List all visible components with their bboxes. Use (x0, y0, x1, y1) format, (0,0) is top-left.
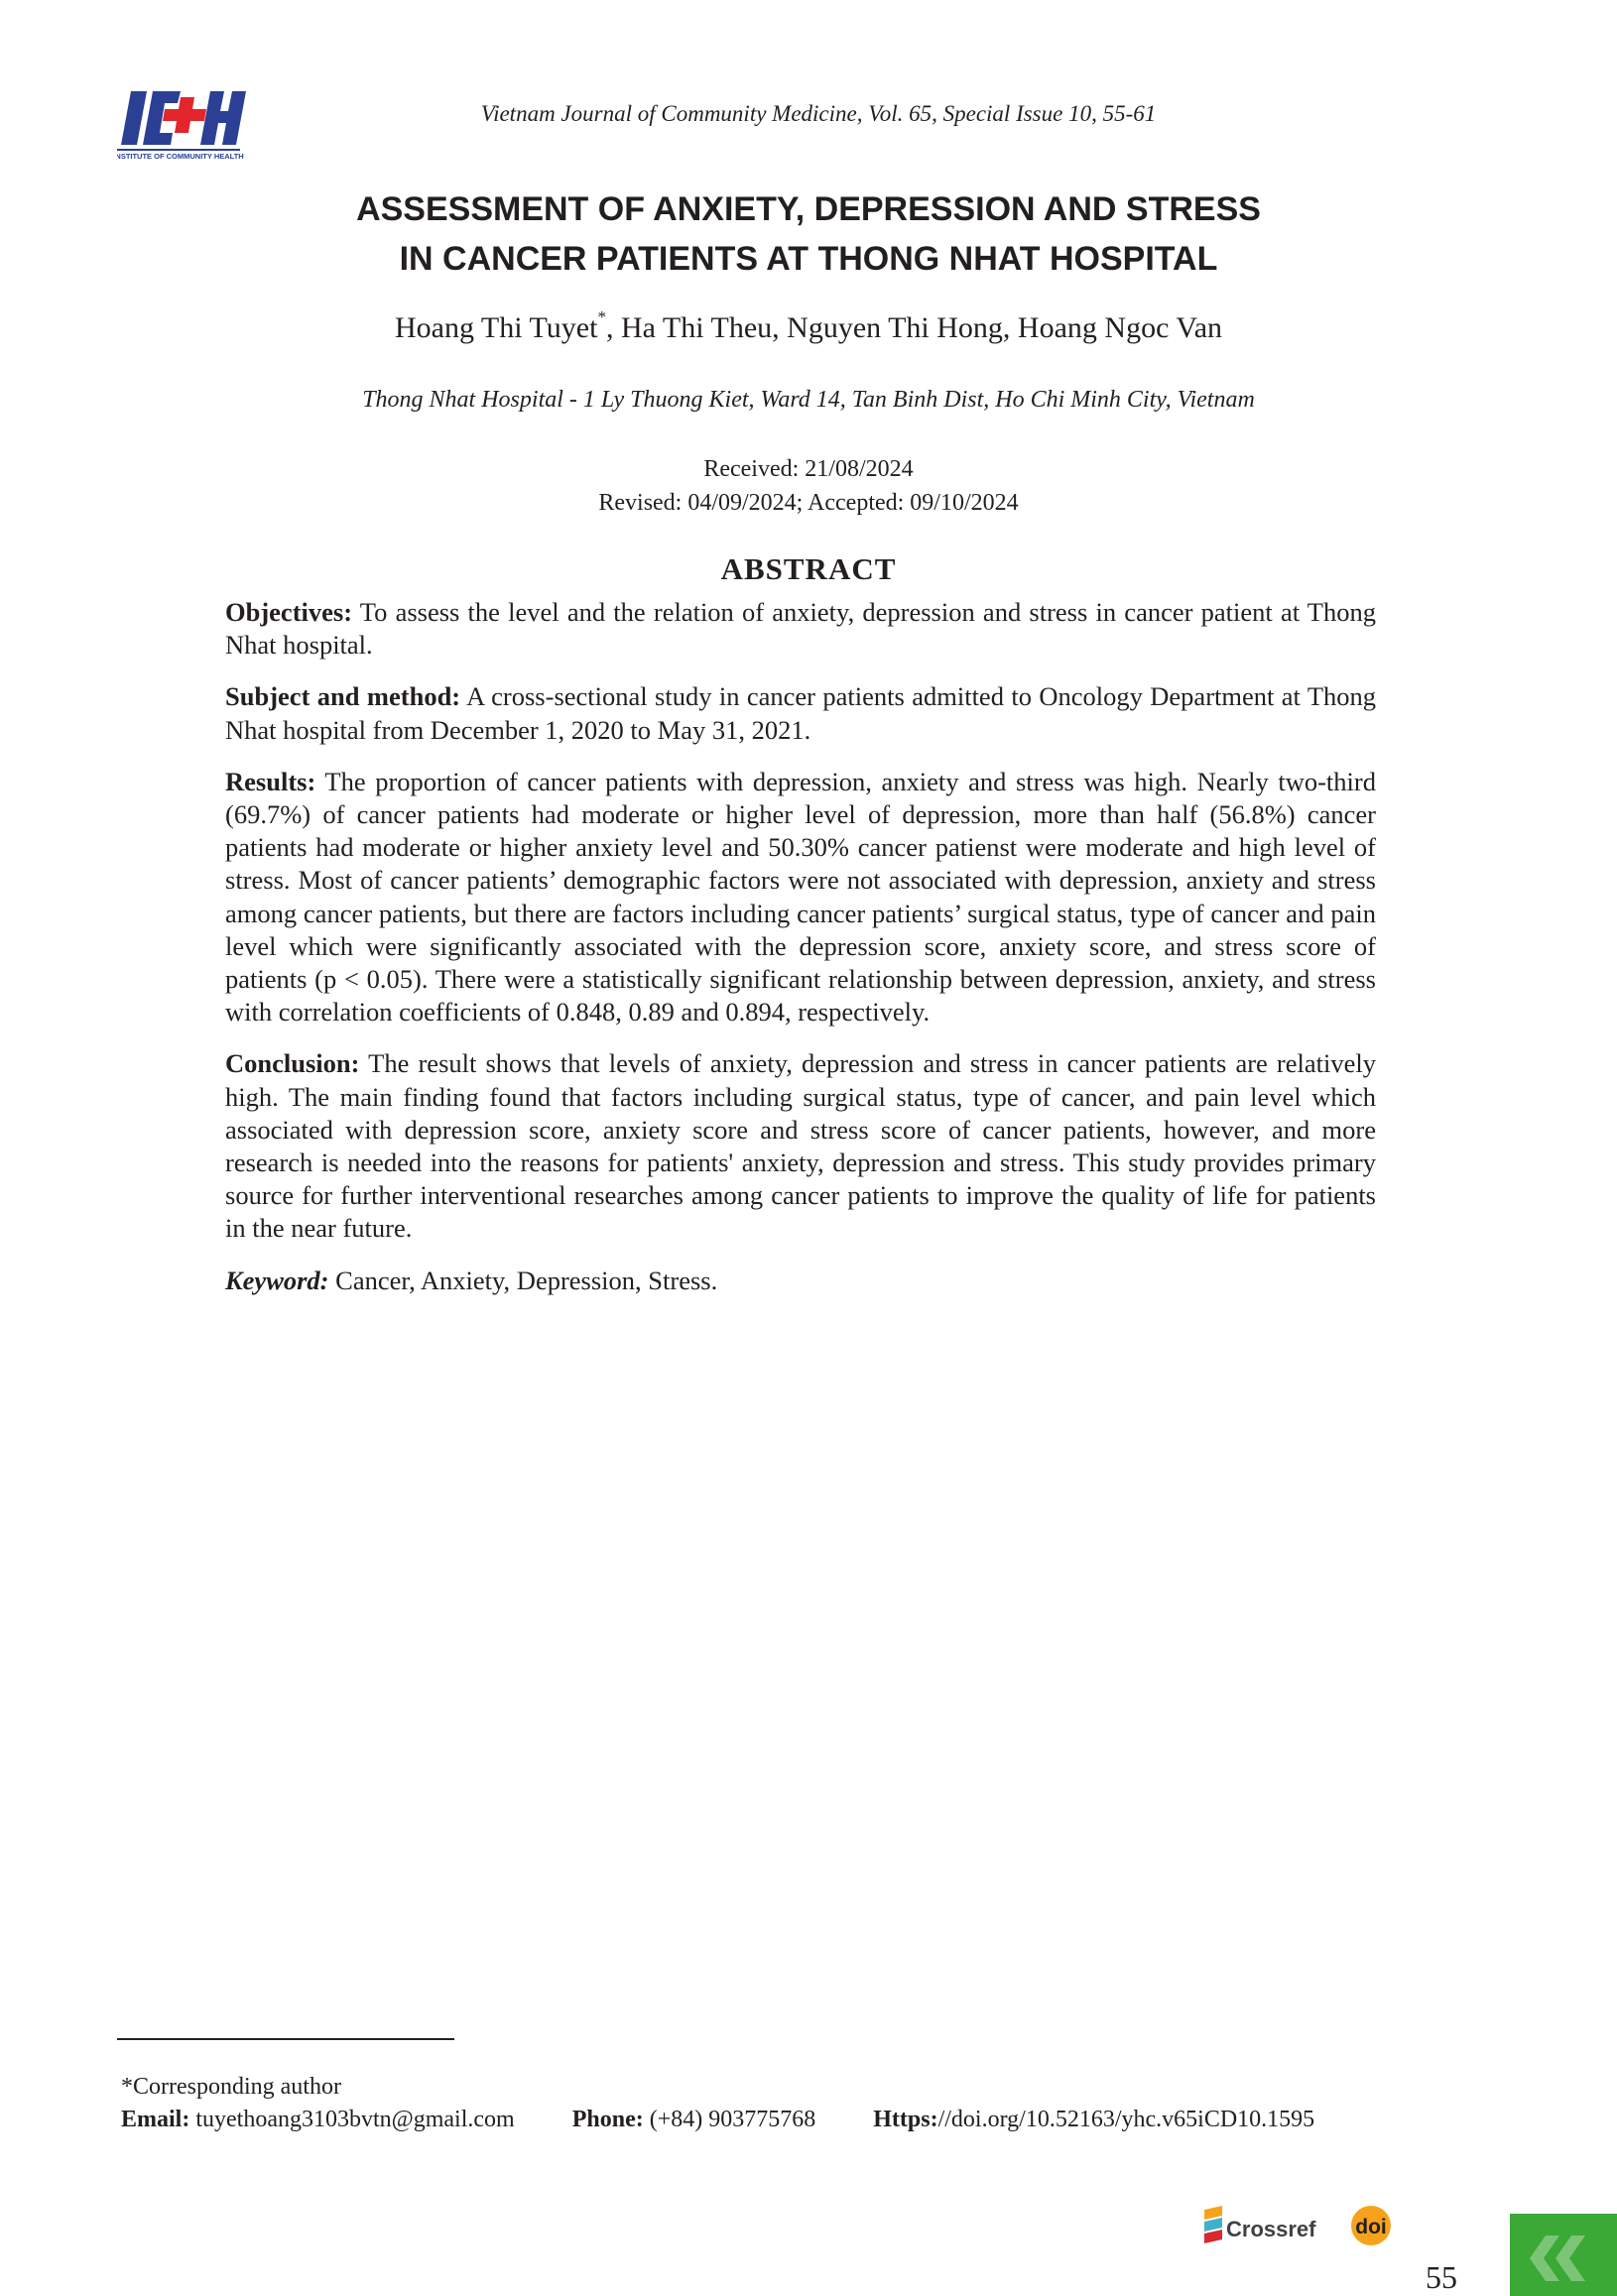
crossref-badge[interactable] (1202, 2202, 1393, 2255)
results-label: Results: (225, 766, 316, 796)
journal-logo (117, 89, 248, 163)
affiliation: Thong Nhat Hospital - 1 Ly Thuong Kiet, Ward 14, Tan Binh Dist, Ho Chi Minh City, Vietnam (362, 387, 1255, 413)
revised-accepted-date: Revised: 04/09/2024; Accepted: 09/10/2024 (598, 490, 1019, 516)
logo-caption: INSTITUTE OF COMMUNITY HEALTH (117, 152, 244, 161)
phone-entry (572, 2107, 842, 2132)
method-text: A cross-sectional study in cancer patients admitted to Oncology Department at Thong Nhat hospital from December 1, 2020 to May 31, 2021. (225, 681, 1377, 745)
crossref-word: Crossref (1226, 2217, 1316, 2241)
double-chevron-left-icon (1524, 2234, 1603, 2283)
keyword-paragraph (225, 1265, 1376, 1297)
page-number: 55 (1426, 2259, 1457, 2295)
abstract-heading: ABSTRACT (720, 551, 897, 586)
ich-logo-icon (117, 89, 248, 163)
corresponding-author-note: *Corresponding author (121, 2074, 341, 2100)
doi-link[interactable]: //doi.org/10.52163/yhc.v65iCD10.1595 (937, 2107, 1315, 2132)
phone-value: (+84) 903775768 (643, 2107, 816, 2132)
objectives-label: Objectives: (225, 597, 353, 627)
conclusion-paragraph (225, 1047, 1376, 1245)
method-label: Subject and method: (225, 681, 461, 712)
doi-label: Https: (873, 2107, 938, 2132)
objectives-text: To assess the level and the relation of anxiety, depression and stress in cancer patient at Thong Nhat hospital. (225, 597, 1376, 661)
other-authors: , Ha Thi Theu, Nguyen Thi Hong, Hoang Ngoc Van (605, 311, 1223, 344)
first-author: Hoang Thi Tuyet (394, 311, 598, 344)
title-line-1: ASSESSMENT OF ANXIETY, DEPRESSION AND STRESS (356, 190, 1261, 228)
results-text: The proportion of cancer patients with depression, anxiety and stress was high. Nearly two-third (69.7%) of cancer patients had moderate or higher level of depression, more than half (56.8%) cancer patients had moderate or higher anxiety level and 50.30% cancer patienst were moderate and high level of stress. Most of cancer patients’ demographic factors were not associated with depression, anxiety and stress among cancer patients, but there are factors including cancer patients’ surgical status, type of cancer and pain level which were significantly associated with the depression score, anxiety score, and stress score of patients (p < 0.05). There were a statistically significant relationship between depression, anxiety, and stress with correlation coefficients of 0.848, 0.89 and 0.894, respectively. (225, 766, 1376, 1027)
conclusion-label: Conclusion: (225, 1048, 360, 1079)
received-date: Received: 21/08/2024 (703, 456, 914, 482)
doi-entry (873, 2107, 1340, 2132)
email-label: Email: (121, 2107, 190, 2132)
footnote (121, 2071, 1510, 2136)
objectives-paragraph (225, 596, 1376, 662)
phone-label: Phone: (571, 2107, 644, 2132)
method-paragraph (225, 680, 1376, 746)
svg-text:doi: doi (1355, 2216, 1387, 2238)
email-entry (121, 2107, 541, 2132)
paper-title (198, 184, 1419, 284)
author-list (198, 307, 1419, 345)
footnote-divider (117, 2038, 454, 2040)
keyword-text: Cancer, Anxiety, Depression, Stress. (328, 1265, 718, 1295)
dates-block (198, 452, 1419, 520)
keyword-label: Keyword: (225, 1265, 329, 1295)
contact-row (121, 2104, 1510, 2136)
title-line-2: IN CANCER PATIENTS AT THONG NHAT HOSPITAL (399, 240, 1218, 278)
conclusion-text: The result shows that levels of anxiety, depression and stress in cancer patients are relatively high. The main finding found that factors including surgical status, type of cancer, and pain level which associated with depression score, anxiety score and stress score of cancer patients, however, and more research is needed into the reasons for patients' anxiety, depression and stress. This study provides primary source for further interventional researches among cancer patients to improve the quality of life for patients in the near future. (225, 1048, 1376, 1244)
corresponding-mark: * (597, 307, 606, 326)
email-value[interactable]: tuyethoang3103bvtn@gmail.com (189, 2107, 515, 2132)
abstract-body (225, 596, 1376, 1316)
page-tab (1510, 2214, 1617, 2296)
crossref-logo-icon (1202, 2202, 1393, 2255)
running-head: Vietnam Journal of Community Medicine, Vol. 65, Special Issue 10, 55-61 (480, 101, 1157, 126)
results-paragraph (225, 766, 1376, 1029)
